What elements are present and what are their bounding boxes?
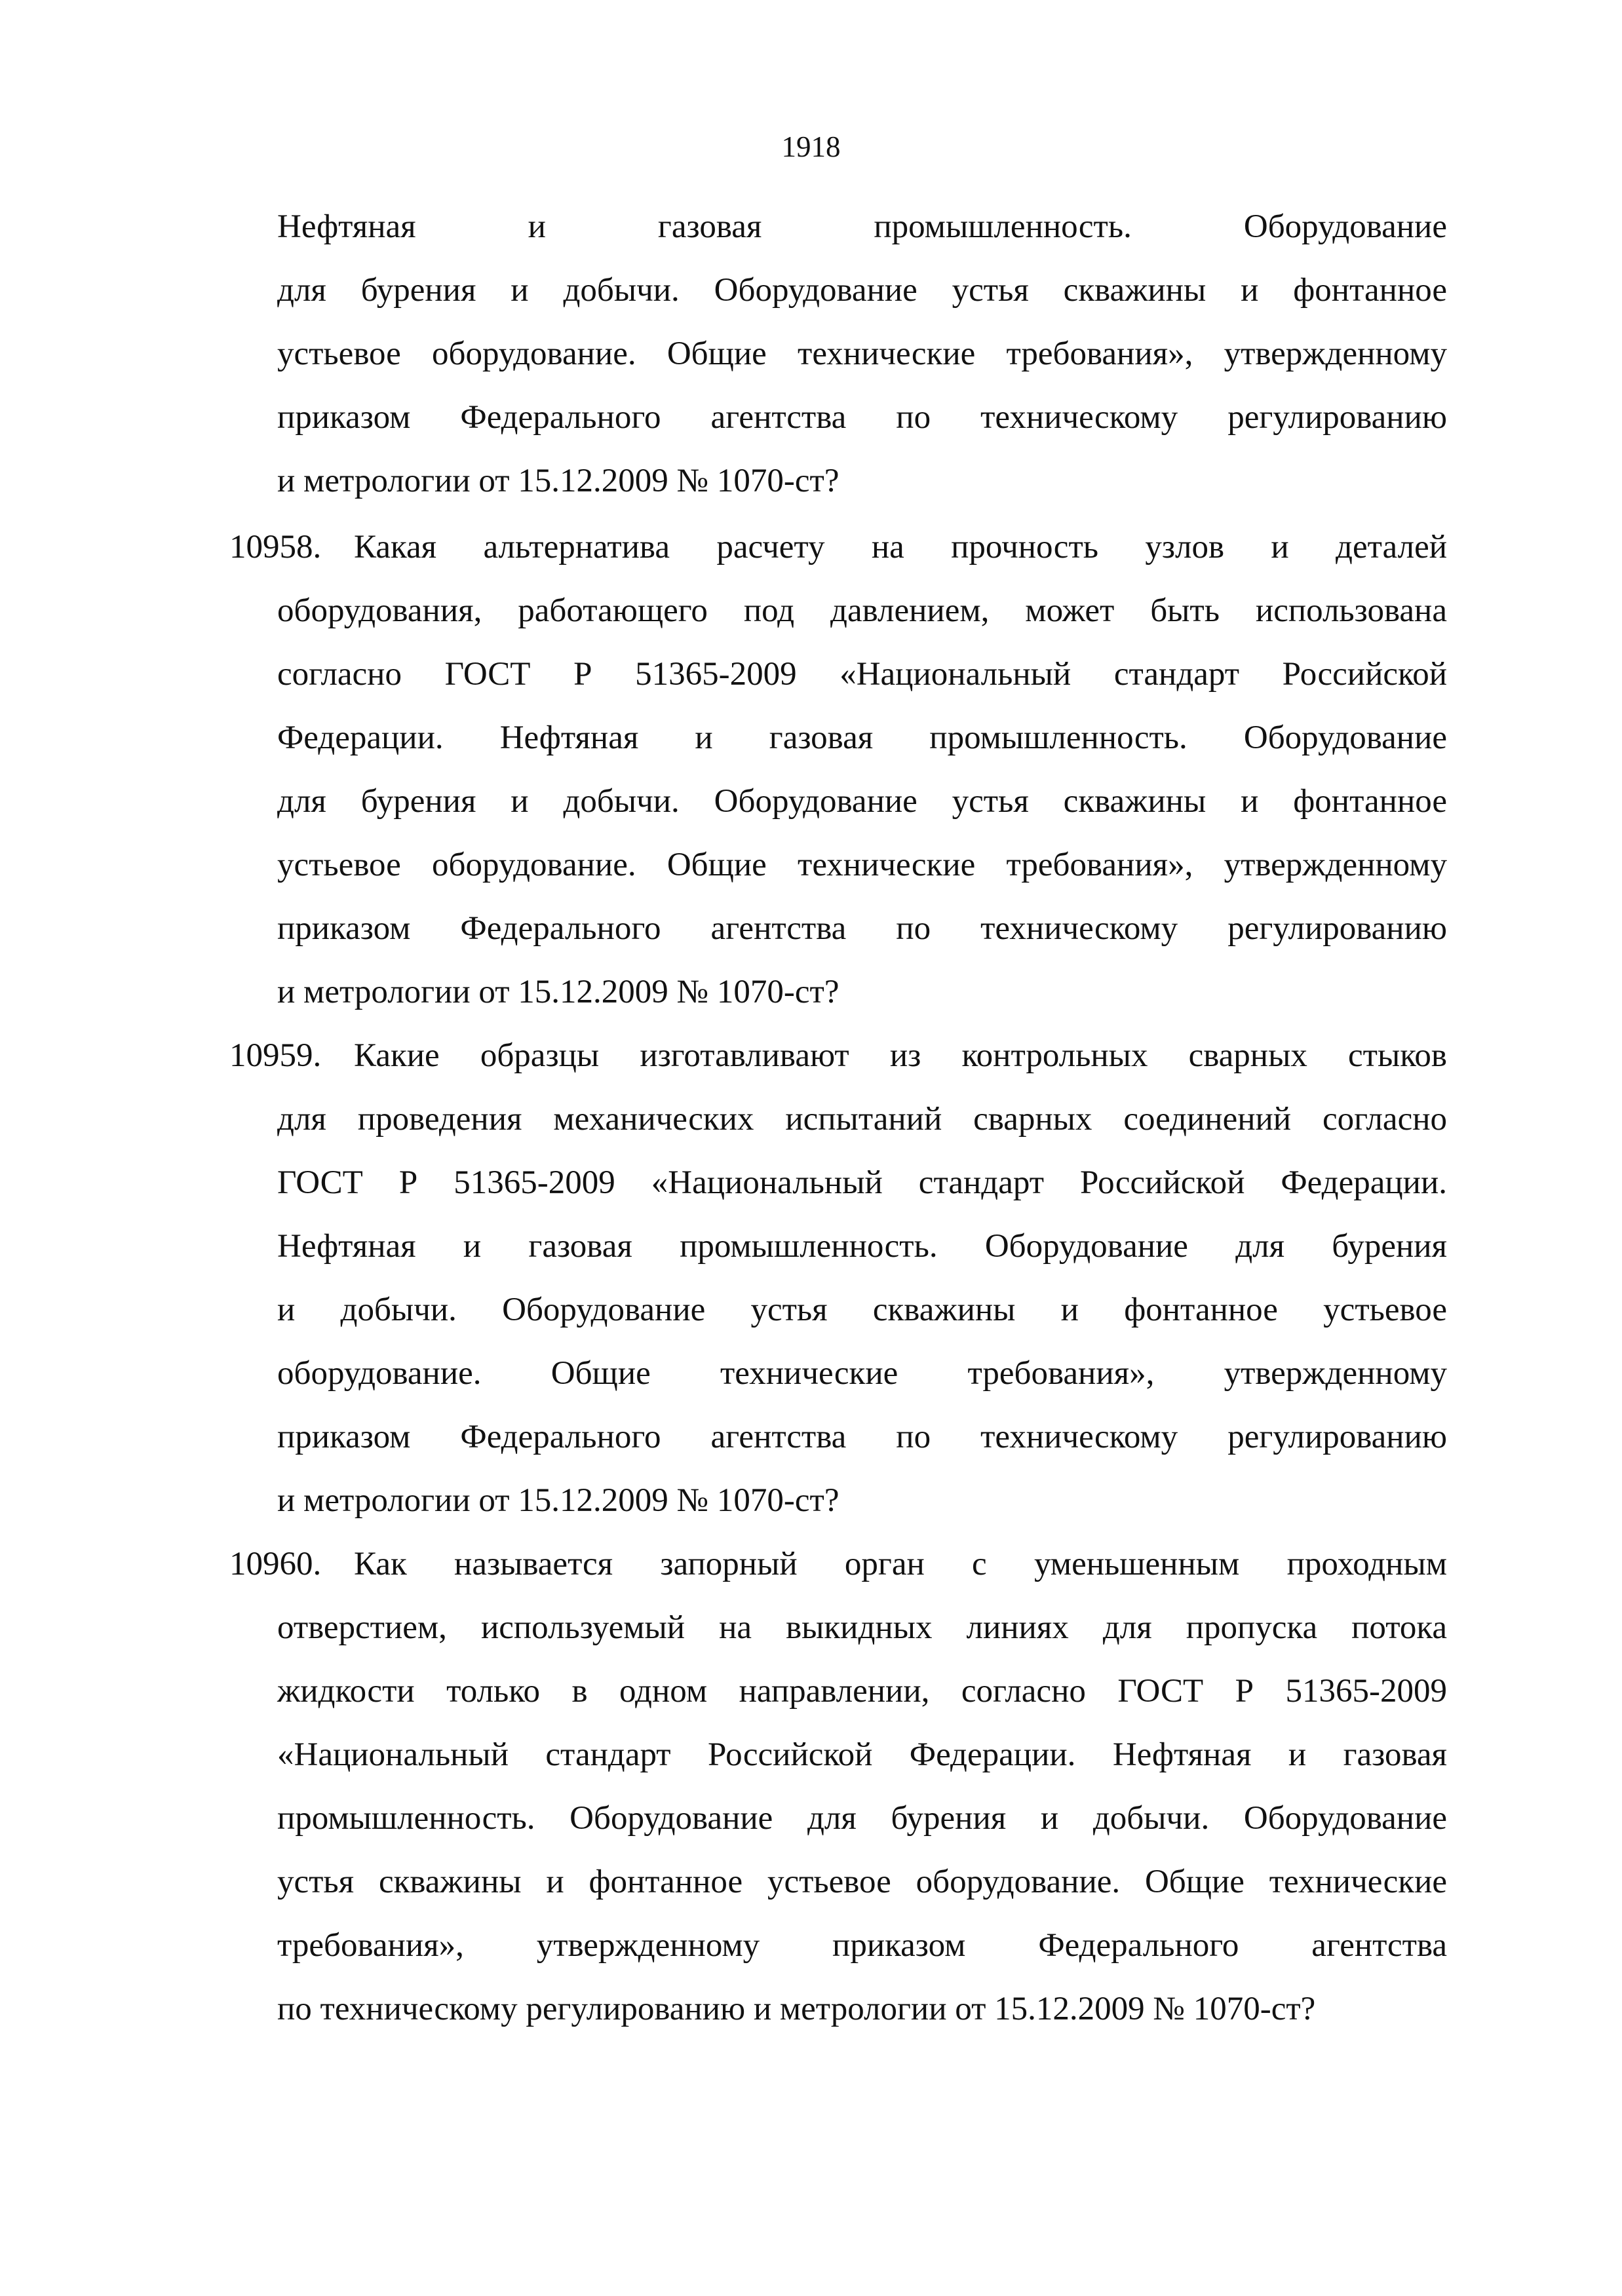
text-line: и метрологии от 15.12.2009 № 1070-ст? [277,463,840,499]
text-line: устьевое оборудование. Общие технические требования», утвержденному [277,335,1447,372]
text-line: ГОСТ Р 51365-2009 «Национальный стандарт Российской Федерации. [277,1164,1447,1201]
text-line: оборудование. Общие технические требования», утвержденному [277,1355,1447,1392]
question-number: 10958. [229,529,322,565]
question-first-line [354,516,1447,579]
text-line: Какая альтернатива расчету на прочность узлов и деталей [354,529,1447,565]
text-line: и добычи. Оборудование устья скважины и фонтанное устьевое [277,1292,1447,1328]
question-paragraph [277,1088,1447,1533]
text-line: и метрологии от 15.12.2009 № 1070-ст? [277,1482,840,1519]
question-first-line [354,1024,1447,1088]
question-paragraph [277,579,1447,1024]
page-number: 1918 [781,130,841,163]
text-line: для проведения механических испытаний сварных соединений согласно [277,1101,1447,1138]
question-first-line [354,1533,1447,1596]
continuation-paragraph [277,195,1447,513]
text-line: устьевое оборудование. Общие технические требования», утвержденному [277,847,1447,883]
text-line: жидкости только в одном направлении, согласно ГОСТ Р 51365-2009 [277,1673,1447,1710]
text-line: согласно ГОСТ Р 51365-2009 «Национальный стандарт Российской [277,656,1447,693]
text-line: приказом Федерального агентства по техническому регулированию [277,910,1447,947]
text-line: по техническому регулированию и метрологии от 15.12.2009 № 1070-ст? [277,1991,1316,2027]
text-line: Нефтяная и газовая промышленность. Оборудование для бурения [277,1228,1447,1265]
question-number: 10960. [229,1546,322,1582]
question-number: 10959. [229,1037,322,1074]
text-line: Нефтяная и газовая промышленность. Оборудование [277,208,1447,245]
text-line: Федерации. Нефтяная и газовая промышленность. Оборудование [277,719,1447,756]
text-line: приказом Федерального агентства по техническому регулированию [277,1419,1447,1455]
question-paragraph [277,1596,1447,2041]
text-line: требования», утвержденному приказом Федерального агентства [277,1927,1447,1964]
text-line: отверстием, используемый на выкидных линиях для пропуска потока [277,1609,1447,1646]
text-line: оборудования, работающего под давлением, может быть использована [277,592,1447,629]
text-line: приказом Федерального агентства по техническому регулированию [277,399,1447,436]
text-line: «Национальный стандарт Российской Федерации. Нефтяная и газовая [277,1736,1447,1773]
text-line: для бурения и добычи. Оборудование устья скважины и фонтанное [277,272,1447,309]
text-line: для бурения и добычи. Оборудование устья скважины и фонтанное [277,783,1447,820]
text-line: Какие образцы изготавливают из контрольных сварных стыков [354,1037,1447,1074]
text-line: промышленность. Оборудование для бурения и добычи. Оборудование [277,1800,1447,1837]
text-line: Как называется запорный орган с уменьшенным проходным [354,1546,1447,1582]
text-line: устья скважины и фонтанное устьевое оборудование. Общие технические [277,1864,1447,1900]
text-line: и метрологии от 15.12.2009 № 1070-ст? [277,974,840,1010]
